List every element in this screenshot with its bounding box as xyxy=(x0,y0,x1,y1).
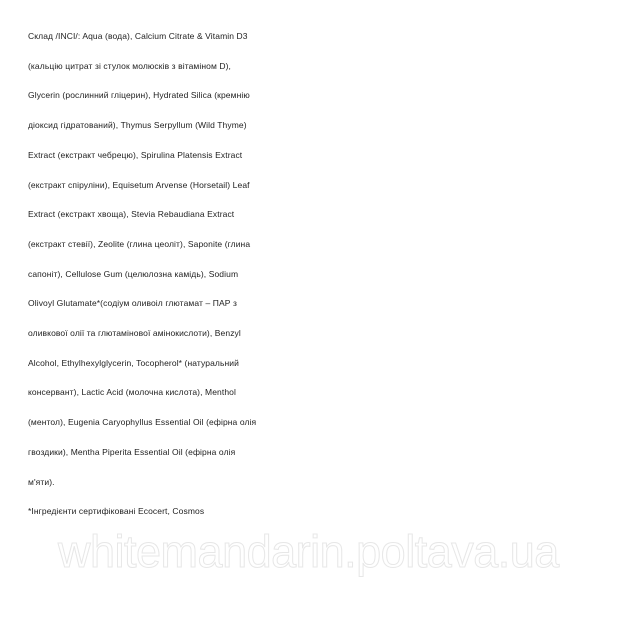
ingredients-line: гвоздики), Mentha Piperita Essential Oil (ефірна олія xyxy=(28,446,236,457)
ingredients-line: (екстракт стевії), Zeolite (глина цеоліт), Saponite (глина xyxy=(28,238,251,249)
certification-footnote: *Інгредієнти сертифіковані Ecocert, Cosmos xyxy=(28,506,205,517)
ingredients-line: (кальцію цитрат зі стулок молюсків з вітаміном D), xyxy=(28,60,232,71)
ingredients-line: (екстракт спіруліни), Equisetum Arvense (Horsetail) Leaf xyxy=(28,179,250,190)
ingredients-line: Extract (екстракт хвоща), Stevia Rebaudiana Extract xyxy=(28,209,235,220)
ingredients-line: діоксид гідратований), Thymus Serpyllum (Wild Thyme) xyxy=(28,120,247,131)
ingredients-line: Olivoyl Glutamate*(содіум оливоіл глютамат – ПАР з xyxy=(28,298,237,309)
ingredients-line: Extract (екстракт чебрецю), Spirulina Platensis Extract xyxy=(28,149,243,160)
ingredients-text xyxy=(28,22,628,527)
ingredients-line: (ментол), Eugenia Caryophyllus Essential Oil (ефірна олія xyxy=(28,417,257,428)
ingredients-line: м'яти). xyxy=(28,476,55,487)
ingredients-line: Alcohol, Ethylhexylglycerin, Tocopherol* (натуральний xyxy=(28,357,239,368)
ingredients-line: Склад /INCI/: Aqua (вода), Calcium Citrate & Vitamin D3 xyxy=(28,31,248,41)
ingredients-line: консервант), Lactic Acid (молочна кислота), Menthol xyxy=(28,387,236,398)
ingredients-line: Glycerin (рослинний гліцерин), Hydrated Silica (кремнію xyxy=(28,90,250,101)
watermark: whitemandarin.poltava.ua xyxy=(58,526,559,577)
ingredients-line: оливкової олії та глютамінової амінокислоти), Benzyl xyxy=(28,328,241,339)
ingredients-line: сапоніт), Cellulose Gum (целюлозна камідь), Sodium xyxy=(28,268,239,279)
